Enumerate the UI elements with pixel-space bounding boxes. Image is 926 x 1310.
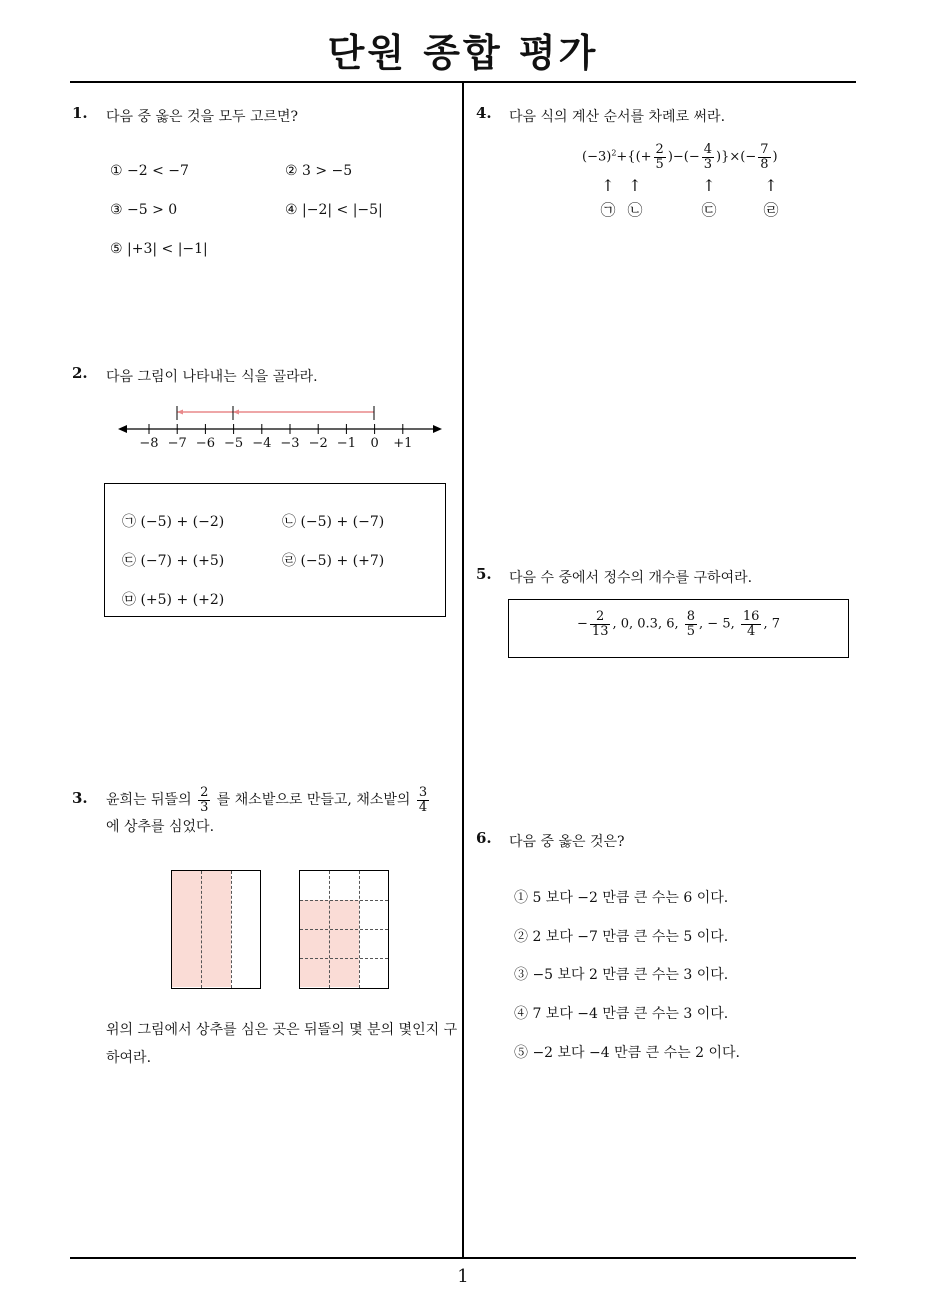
q2-option-2[interactable]: ㉡ (−5) + (−7) [282,514,385,530]
q2-option-5[interactable]: ㉤ (+5) + (+2) [122,592,225,608]
q6-option-1[interactable]: ① 5 보다 −2 만큼 큰 수는 6 이다. [514,890,729,906]
number-line-label: +1 [393,436,413,451]
backyard-grid-1 [171,870,261,989]
number-line-label: −7 [167,436,187,451]
q4-marker-4: ㉣ [763,201,779,219]
backyard-grid-2 [299,870,389,989]
q3-fraction-2: $\frac{3}{4}$ [418,785,428,815]
page-number: 1 [457,1266,469,1287]
number-line-label: −5 [224,436,244,451]
q3-number: 3. [72,789,88,807]
footer-rule [70,1257,856,1259]
q5-numbers: − $\frac{2}{13}$ , 0, 0.3, 6, $\frac{8}{5}$ , − 5, $\frac{16}{4}$ , 7 [577,609,780,639]
q1-option-2[interactable]: ② 3 > −5 [285,163,353,179]
q1-option-4[interactable]: ④ |−2| < |−5| [285,202,383,218]
q4-marker-2: ㉡ [627,201,643,219]
q2-option-3[interactable]: ㉢ (−7) + (+5) [122,553,225,569]
number-line [115,400,445,460]
q6-number: 6. [476,829,492,847]
q2-option-4[interactable]: ㉣ (−5) + (+7) [282,553,385,569]
number-line-label: 0 [370,436,379,451]
q6-option-4[interactable]: ④ 7 보다 −4 만큼 큰 수는 3 이다. [514,1006,729,1022]
q3-text-b: 를 채소밭으로 만들고, 채소밭의 [216,792,411,809]
q4-arrow-4: ↑ [764,176,778,195]
q4-arrow-2: ↑ [628,176,642,195]
column-divider [462,82,464,1259]
page-title: 단원 종합 평가 [327,31,599,75]
q3-follow-up: 위의 그림에서 상추를 심은 곳은 뒤뜰의 몇 분의 몇인지 구하여라. [106,1022,458,1066]
q2-text: 다음 그림이 나타내는 식을 골라라. [106,369,318,385]
q4-expression: $(-3)^2+\{(+$ $\frac{2}{5}$ )−(− $\frac{4}{3}$ )}×(− $\frac{7}{8}$ ) [582,142,778,172]
number-line-label: −8 [139,436,159,451]
number-line-label: −3 [280,436,300,451]
q1-option-3[interactable]: ③ −5 > 0 [110,202,178,218]
number-line-label: −6 [195,436,215,451]
q6-option-3[interactable]: ③ −5 보다 2 만큼 큰 수는 3 이다. [514,967,729,983]
q1-option-1[interactable]: ① −2 < −7 [110,163,189,179]
number-line-label: −1 [336,436,356,451]
number-line-label: −4 [252,436,272,451]
q6-option-5[interactable]: ⑤ −2 보다 −4 만큼 큰 수는 2 이다. [514,1045,740,1061]
q6-text: 다음 중 옳은 것은? [509,834,625,850]
q1-number: 1. [72,104,88,122]
q3-text-a: 윤희는 뒤뜰의 [106,792,192,809]
number-line-label: −2 [308,436,328,451]
q4-marker-3: ㉢ [701,201,717,219]
q2-option-1[interactable]: ㉠ (−5) + (−2) [122,514,225,530]
q4-number: 4. [476,104,492,122]
q3-text [106,786,456,840]
q4-arrow-1: ↑ [601,176,615,195]
q3-text-c: 에 상추를 심었다. [106,819,215,836]
q1-option-5[interactable]: ⑤ |+3| < |−1| [110,241,208,257]
q5-number: 5. [476,565,492,583]
q6-option-2[interactable]: ② 2 보다 −7 만큼 큰 수는 5 이다. [514,929,729,945]
q1-text: 다음 중 옳은 것을 모두 고르면? [106,109,299,125]
q5-text: 다음 수 중에서 정수의 개수를 구하여라. [509,570,753,586]
q3-fraction-1: $\frac{2}{3}$ [200,785,209,815]
q2-number: 2. [72,364,88,382]
q4-arrow-3: ↑ [702,176,716,195]
q4-text: 다음 식의 계산 순서를 차례로 써라. [509,109,726,125]
q4-marker-1: ㉠ [600,201,616,219]
